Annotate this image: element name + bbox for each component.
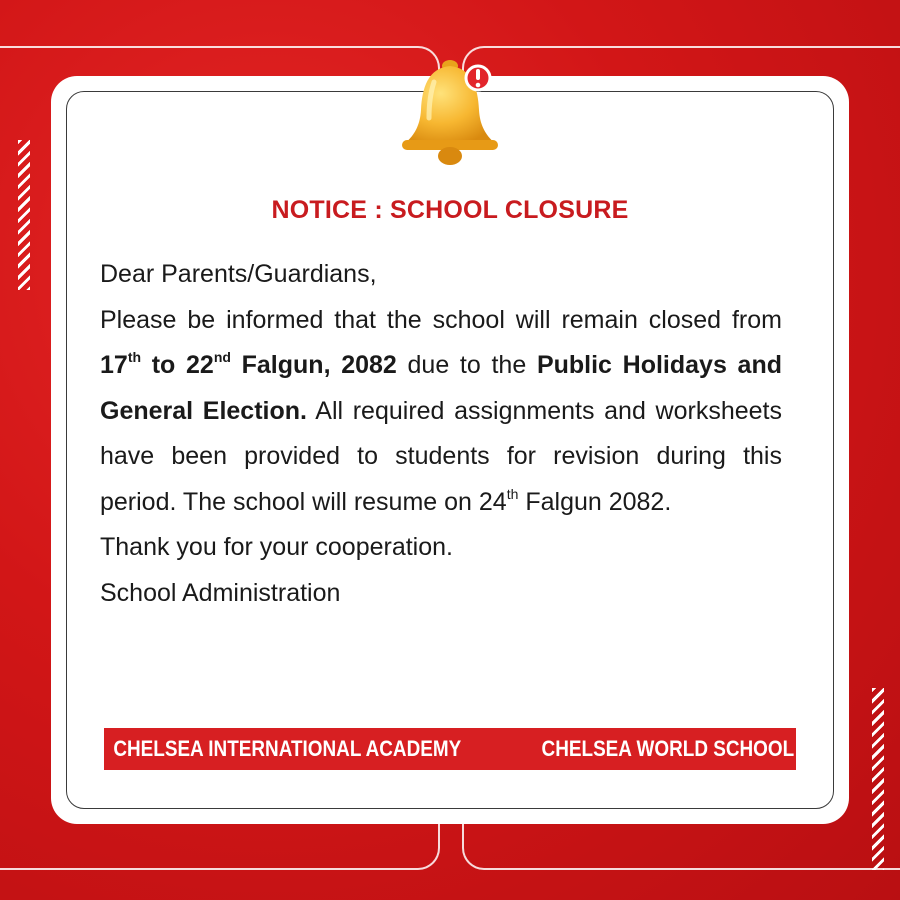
date-start-suffix: th [127,349,142,365]
greeting: Dear Parents/Guardians, [100,260,377,288]
frame-line-bottom-right [462,818,900,870]
date-end-suffix: nd [213,349,231,365]
banner-school-name: CHELSEA WORLD SCHOOL [541,736,795,761]
frame-line-bottom-left [0,818,440,870]
date-start: 17 [100,351,128,379]
signature: School Administration [100,578,341,607]
body-text-3: All required assignments and worksheets have been provided to students for revision during this period. The school will resume on 24 [100,396,782,516]
banner-academy-name: CHELSEA INTERNATIONAL ACADEMY [113,736,462,761]
thanks-line: Thank you for your cooperation. [100,533,453,561]
closure-reason: Public Holidays and General Election. [100,351,782,425]
date-month-year: Falgun, 2082 [230,351,397,379]
body-text-1: Please be informed that the school will remain closed from [100,305,782,334]
body-text-2: due to the [396,351,537,379]
notice-body [100,252,782,616]
school-names-banner [104,728,796,770]
date-end: to 22 [141,351,214,379]
decorative-stripes-right [872,688,884,870]
closure-dates [100,351,397,379]
resume-date-suffix: th [506,485,519,502]
notice-paragraph [100,298,782,526]
body-text-4: Falgun 2082. [518,487,672,516]
bell-alert-icon [398,54,508,168]
notice-title: NOTICE : SCHOOL CLOSURE [271,196,629,224]
